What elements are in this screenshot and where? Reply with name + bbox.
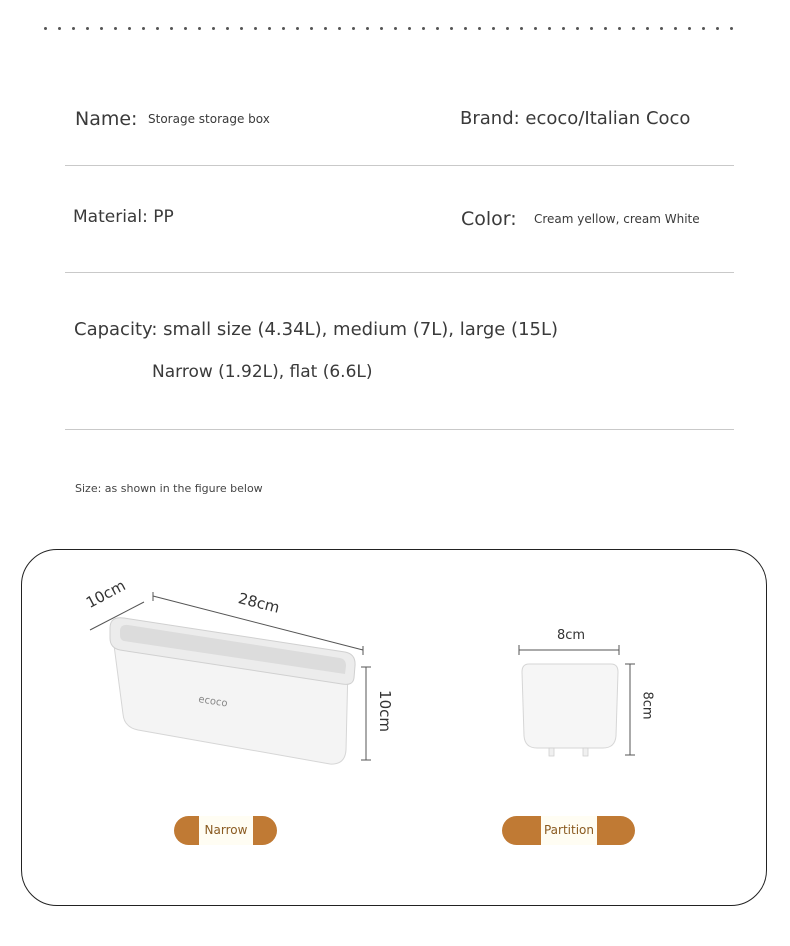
brand-label: Brand: <box>460 108 520 129</box>
box-height-label: 10cm <box>375 690 394 732</box>
color-label: Color: <box>461 208 517 230</box>
dot <box>492 27 495 30</box>
dot <box>100 27 103 30</box>
dot <box>422 27 425 30</box>
box-logo: ecoco <box>197 694 229 710</box>
partition-width-label: 8cm <box>557 628 586 643</box>
dot <box>590 27 593 30</box>
capacity-value-2: Narrow (1.92L), flat (6.6L) <box>152 362 373 382</box>
dot <box>408 27 411 30</box>
partition-height-label: 8cm <box>639 691 655 720</box>
row-divider <box>65 272 734 273</box>
dot <box>254 27 257 30</box>
dot <box>688 27 691 30</box>
dot <box>548 27 551 30</box>
dot <box>534 27 537 30</box>
dot <box>520 27 523 30</box>
dot <box>184 27 187 30</box>
dot <box>394 27 397 30</box>
dot <box>44 27 47 30</box>
box-length-label: 28cm <box>236 589 282 617</box>
dot <box>702 27 705 30</box>
dot <box>618 27 621 30</box>
brand-value: ecoco/Italian Coco <box>525 108 691 129</box>
brand-line <box>460 108 690 129</box>
partition-illustration <box>515 640 640 765</box>
dot <box>198 27 201 30</box>
dot <box>58 27 61 30</box>
dot <box>562 27 565 30</box>
dot <box>380 27 383 30</box>
dot <box>226 27 229 30</box>
dotted-divider <box>44 24 736 32</box>
dot <box>170 27 173 30</box>
name-label: Name: <box>75 108 138 130</box>
capacity-line <box>74 319 558 340</box>
material-line <box>73 207 174 227</box>
color-value: Cream yellow, cream White <box>534 212 700 226</box>
dot <box>142 27 145 30</box>
dot <box>716 27 719 30</box>
row-divider <box>65 429 734 430</box>
dot <box>464 27 467 30</box>
partition-tag-label: Partition <box>541 816 597 845</box>
narrow-tag-label: Narrow <box>199 816 253 845</box>
storage-box-illustration <box>80 580 410 780</box>
capacity-label: Capacity: <box>74 319 158 340</box>
dot <box>646 27 649 30</box>
dot <box>268 27 271 30</box>
dot <box>324 27 327 30</box>
dot <box>352 27 355 30</box>
capacity-value: small size (4.34L), medium (7L), large (15L) <box>163 319 559 340</box>
dot <box>128 27 131 30</box>
dot <box>156 27 159 30</box>
name-value: Storage storage box <box>148 112 270 126</box>
dot <box>296 27 299 30</box>
dot <box>436 27 439 30</box>
narrow-tag <box>174 816 277 845</box>
dot <box>450 27 453 30</box>
dot <box>240 27 243 30</box>
dot <box>86 27 89 30</box>
dot <box>366 27 369 30</box>
dot <box>114 27 117 30</box>
material-value: PP <box>153 207 174 227</box>
size-note: Size: as shown in the figure below <box>75 482 263 495</box>
dot <box>478 27 481 30</box>
dot <box>576 27 579 30</box>
dot <box>282 27 285 30</box>
partition-tag <box>502 816 635 845</box>
dot <box>674 27 677 30</box>
dot <box>506 27 509 30</box>
dot <box>72 27 75 30</box>
material-label: Material: <box>73 207 148 227</box>
dot <box>660 27 663 30</box>
dot <box>212 27 215 30</box>
dot <box>632 27 635 30</box>
dot <box>730 27 733 30</box>
box-width-label: 10cm <box>83 576 129 612</box>
dot <box>338 27 341 30</box>
row-divider <box>65 165 734 166</box>
dot <box>604 27 607 30</box>
dot <box>310 27 313 30</box>
